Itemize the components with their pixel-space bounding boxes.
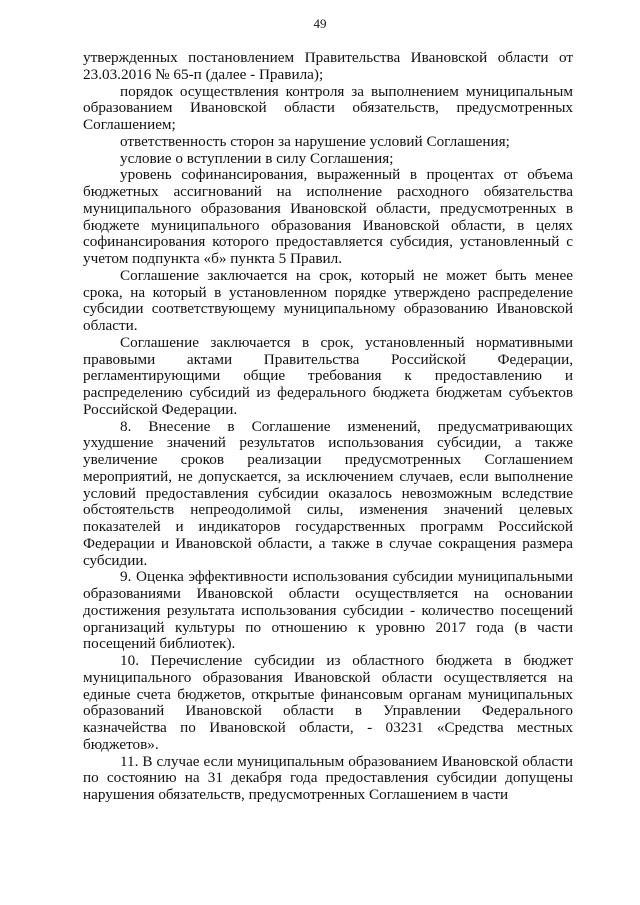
paragraph-item-8: 8. Внесение в Соглашение изменений, предусматривающих ухудшение значений результатов использования субсидии, а также увеличение сроков реализации предусмотренных Соглашением мероприятий, не допускается, за исключением случаев, если выполнение условий предоставления субсидии оказалось невозможным вследствие обстоятельств непреодолимой силы, изменения значений целевых показателей и индикаторов государственных программ Российской Федерации и Ивановской области, а также в случае сокращения размера субсидии.: [83, 417, 573, 569]
paragraph-rules-reference: утвержденных постановлением Правительства Ивановской области от 23.03.2016 № 65-п (далее - Правила);: [83, 49, 573, 83]
paragraph-agreement-term: Соглашение заключается на срок, который не может быть менее срока, на который в установленном порядке утверждено распределение субсидии соответствующему муниципальному образованию Ивановской области.: [83, 266, 573, 334]
paragraph-item-9: 9. Оценка эффективности использования субсидии муниципальными образованиями Ивановской области осуществляется на основании достижения результата использования субсидии - количество посещений организаций культуры по отношению к уровню 2017 года (в части посещений библиотек).: [83, 568, 573, 653]
paragraph-item-11: 11. В случае если муниципальным образованием Ивановской области по состоянию на 31 декабря года предоставления субсидии допущены нарушения обязательств, предусмотренных Соглашением в части: [83, 752, 573, 803]
paragraph-agreement-deadline: Соглашение заключается в срок, установленный нормативными правовыми актами Правительства Российской Федерации, регламентирующими общие требования к предоставлению и распределению субсидий из федерального бюджета бюджетам субъектов Российской Федерации.: [83, 333, 573, 418]
document-body: [83, 50, 573, 804]
paragraph-responsibility: ответственность сторон за нарушение условий Соглашения;: [120, 132, 510, 150]
paragraph-control-procedure: порядок осуществления контроля за выполнением муниципальным образованием Ивановской области обязательств, предусмотренных Соглашением;: [83, 82, 573, 133]
page-number: 49: [313, 16, 327, 31]
paragraph-entry-into-force: условие о вступлении в силу Соглашения;: [120, 149, 394, 167]
paragraph-cofinancing-level: уровень софинансирования, выраженный в процентах от объема бюджетных ассигнований на исполнение расходного обязательства муниципального образования Ивановской области, предусмотренных в бюджете муниципального образования Ивановской области, в целях софинансирования которого предоставляется субсидия, установленный с учетом подпункта «б» пункта 5 Правил.: [83, 166, 573, 267]
paragraph-item-10: 10. Перечисление субсидии из областного бюджета в бюджет муниципального образования Ивановской области осуществляется на единые счета бюджетов, открытые финансовым органам муниципальных образований Ивановской области в Управлении Федерального казначейства по Ивановской области, - 03231 «Средства местных бюджетов».: [83, 652, 573, 753]
